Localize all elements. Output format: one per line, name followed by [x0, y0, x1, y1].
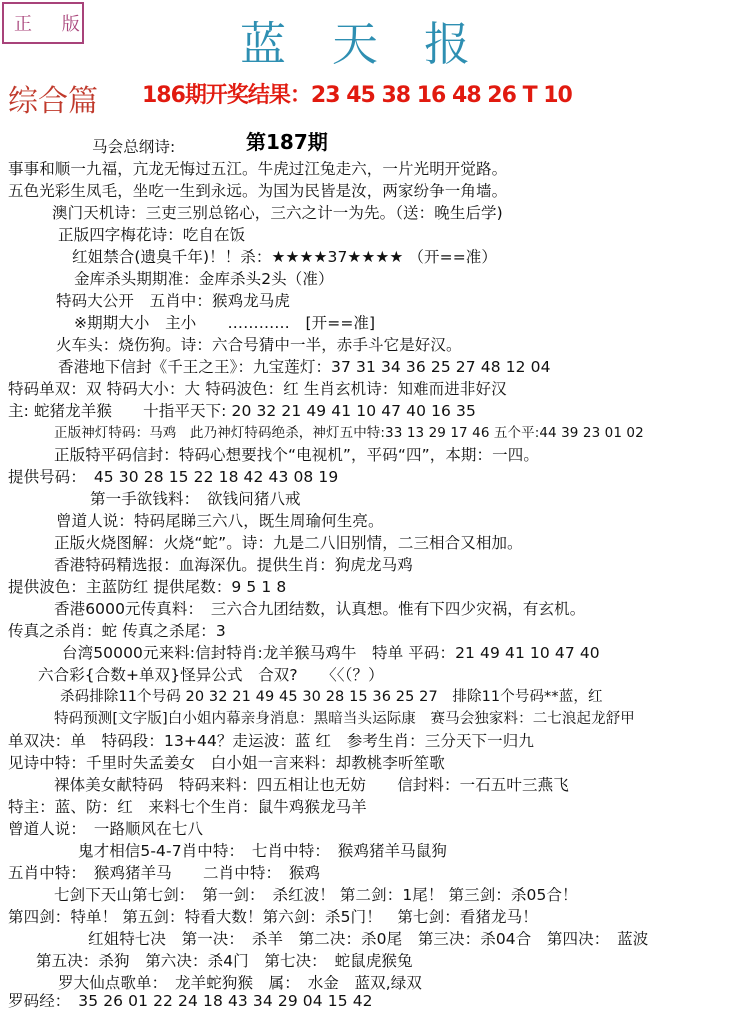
text-line: 提供波色：主蓝防红 提供尾数：9 5 1 8	[8, 578, 287, 596]
issue-number: 第187期	[246, 130, 328, 154]
text-line: 香港地下信封《千王之王》：九宝莲灯：37 31 34 36 25 27 48 12 04	[58, 358, 551, 376]
text-line: 罗码经： 35 26 01 22 24 18 43 34 29 04 15 42	[8, 992, 373, 1010]
text-line: 红姐禁合(遗臭千年)！！杀：★★★★37★★★★ （开==准）	[72, 248, 497, 266]
text-line: 传真之杀肖：蛇 传真之杀尾：3	[8, 622, 226, 640]
text-line: 第五决：杀狗 第六决：杀4门 第七决： 蛇鼠虎猴兔	[36, 952, 413, 970]
text-line: 香港特码精选报：血海深仇。提供生肖：狗虎龙马鸡	[54, 556, 413, 574]
text-line: 台湾50000元来料:信封特肖:龙羊猴马鸡牛 特单 平码：21 49 41 10 47 40	[62, 644, 600, 662]
text-line: 六合彩{合数+单双}怪异公式 合双? 〈〈（？）	[38, 666, 384, 684]
text-line: ※期期大小 主小 ………… [开==准]	[74, 314, 376, 332]
text-line: 正版火烧图解：火烧“蛇”。诗：九是二八旧别情，二三相合又相加。	[54, 534, 523, 552]
text-line: 正版神灯特码：马鸡 此乃神灯特码绝杀，神灯五中特:33 13 29 17 46 五个平:44 39 23 01 02	[54, 425, 644, 441]
text-line: 金库杀头期期准：金库杀头2头（准）	[74, 270, 334, 288]
text-line: 特码大公开 五肖中：猴鸡龙马虎	[56, 292, 291, 310]
section-label: 综合篇	[8, 84, 98, 119]
text-line: 七剑下天山第七剑： 第一剑： 杀红波！ 第二剑：1尾！ 第三剑：杀05合！	[54, 886, 578, 904]
text-line: 见诗中特：千里时失孟姜女 白小姐一言来料：却教桃李听笙歌	[8, 754, 445, 772]
text-line: 特码预测[文字版]白小姐内幕亲身消息：黑暗当头运际康 赛马会独家料：二七浪起龙舒甲	[54, 711, 635, 727]
text-line: 曾道人说： 一路顺风在七八	[8, 820, 204, 838]
text-line: 香港6000元传真料： 三六合九团结数，认真想。惟有下四少灾祸，有玄机。	[54, 600, 586, 618]
text-line: 罗大仙点歌单： 龙羊蛇狗猴 属： 水金 蓝双,绿双	[58, 974, 422, 992]
text-line: 五肖中特： 猴鸡猪羊马 二肖中特： 猴鸡	[8, 864, 321, 882]
text-line: 澳门天机诗：三吏三别总铭心，三六之计一为先。（送：晚生后学)	[52, 204, 503, 222]
text-line: 正版四字梅花诗：吃自在饭	[58, 226, 246, 244]
edition-stamp: 正 版	[2, 2, 84, 44]
text-line: 裸体美女献特码 特码来料：四五相让也无妨 信封料：一石五叶三燕飞	[54, 776, 569, 794]
text-line: 特主：蓝、防：红 来料七个生肖：鼠牛鸡猴龙马羊	[8, 798, 367, 816]
previous-result: 186期开奖结果：23 45 38 16 48 26 T 10	[142, 83, 572, 108]
text-line: 杀码排除11个号码 20 32 21 49 45 30 28 15 36 25 27 排除11个号码**蓝，红	[60, 689, 603, 705]
text-line: 正版特平码信封：特码心想要找个“电视机”，平码“四”，本期：一四。	[54, 446, 539, 464]
text-line: 五色光彩生凤毛，坐吃一生到永远。为国为民皆是汝，两家纷争一角墙。	[8, 182, 508, 200]
text-line: 特码单双：双 特码大小：大 特码波色：红 生肖玄机诗：知难而进非好汉	[8, 380, 507, 398]
text-line: 红姐特七决 第一决： 杀羊 第二决：杀0尾 第三决：杀04合 第四决： 蓝波	[88, 930, 649, 948]
text-line: 主: 蛇猪龙羊猴 十指平天下: 20 32 21 49 41 10 47 40 16 35	[8, 402, 476, 420]
text-line: 第一手欲钱料： 欲钱问猪八戒	[90, 490, 301, 508]
text-line: 曾道人说：特码尾睇三六八，既生周瑜何生亮。	[56, 512, 384, 530]
text-line: 第四剑：特单！ 第五剑：特看大数！第六剑：杀5门！ 第七剑：看猪龙马！	[8, 908, 538, 926]
text-line: 提供号码： 45 30 28 15 22 18 42 43 08 19	[8, 468, 339, 486]
text-line: 事事和顺一九福，亢龙无悔过五江。牛虎过江兔走六，一片光明开觉路。	[8, 160, 508, 178]
text-line: 鬼才相信5-4-7肖中特： 七肖中特： 猴鸡猪羊马鼠狗	[78, 842, 447, 860]
text-line: 马会总纲诗:	[92, 138, 176, 156]
text-line: 单双决：单 特码段：13+44？走运波：蓝 红 参考生肖：三分天下一归九	[8, 732, 534, 750]
newspaper-title: 蓝天报	[240, 17, 516, 71]
text-line: 火车头：烧伤狗。诗：六合号猜中一半，赤手斗它是好汉。	[56, 336, 462, 354]
